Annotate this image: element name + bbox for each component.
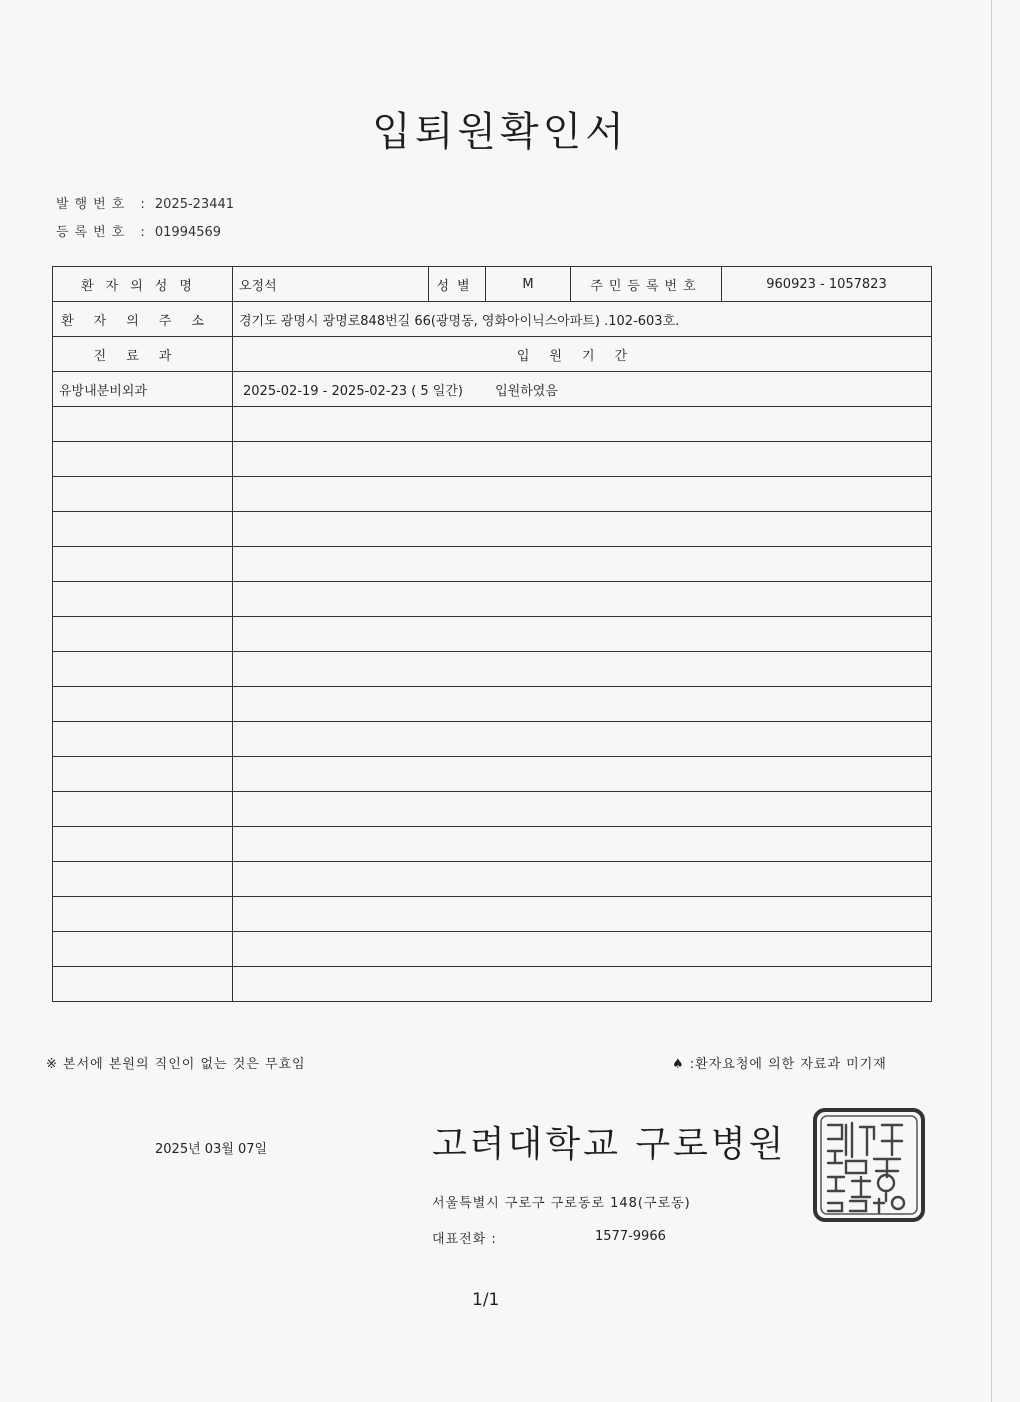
empty-cell	[233, 827, 932, 862]
rrn-label: 주민등록번호	[571, 267, 722, 302]
department-header: 진료과	[53, 337, 233, 372]
empty-cell	[233, 792, 932, 827]
rrn-value: 960923 - 1057823	[722, 267, 932, 302]
empty-cell	[233, 722, 932, 757]
hospital-name: 고려대학교 구로병원	[432, 1124, 787, 1165]
patient-address-label: 환자의주소	[53, 302, 233, 337]
empty-row	[53, 897, 932, 932]
empty-cell	[233, 477, 932, 512]
empty-row	[53, 862, 932, 897]
empty-row	[53, 792, 932, 827]
empty-cell	[53, 407, 233, 442]
registration-number-value: 01994569	[154, 225, 222, 240]
phone-label: 대표전화 :	[432, 1232, 497, 1247]
empty-cell	[233, 932, 932, 967]
admission-period-cell	[233, 372, 932, 407]
phone-number: 1577-9966	[595, 1229, 666, 1244]
empty-cell	[233, 687, 932, 722]
department-value: 유방내분비외과	[53, 372, 233, 407]
empty-cell	[233, 617, 932, 652]
empty-cell	[53, 897, 233, 932]
admission-status-value: 입원하였음	[495, 383, 558, 399]
empty-cell	[53, 687, 233, 722]
admission-table	[52, 266, 932, 1002]
empty-cell	[53, 862, 233, 897]
issue-date: 2025년 03월 07일	[155, 1142, 268, 1157]
empty-cell	[233, 442, 932, 477]
empty-row	[53, 827, 932, 862]
empty-row	[53, 687, 932, 722]
empty-cell	[53, 512, 233, 547]
patient-name-value: 오정석	[233, 267, 429, 302]
empty-row	[53, 722, 932, 757]
hospital-address: 서울특별시 구로구 구로동로 148(구로동)	[432, 1196, 691, 1211]
empty-row	[53, 617, 932, 652]
empty-cell	[233, 582, 932, 617]
empty-row	[53, 652, 932, 687]
patient-address-row	[53, 302, 932, 337]
empty-cell	[233, 407, 932, 442]
admission-period-value: 2025-02-19 - 2025-02-23 ( 5 일간)	[243, 383, 463, 399]
empty-cell	[53, 582, 233, 617]
document-title: 입퇴원확인서	[372, 109, 628, 155]
empty-row	[53, 477, 932, 512]
page-number: 1/1	[472, 1290, 500, 1310]
sex-value: M	[486, 267, 571, 302]
empty-cell	[53, 967, 233, 1002]
empty-cell	[233, 897, 932, 932]
patient-name-label: 환자의성명	[53, 267, 233, 302]
empty-cell	[233, 512, 932, 547]
empty-cell	[53, 442, 233, 477]
empty-row	[53, 582, 932, 617]
empty-cell	[233, 547, 932, 582]
empty-row	[53, 967, 932, 1002]
empty-cell	[53, 792, 233, 827]
empty-cell	[53, 547, 233, 582]
issue-number-line	[56, 193, 234, 212]
admission-record-row	[53, 372, 932, 407]
patient-name-row	[53, 267, 932, 302]
empty-cell	[233, 652, 932, 687]
empty-cell	[233, 967, 932, 1002]
empty-cell	[53, 617, 233, 652]
patient-request-note: ♠ :환자요청에 의한 자료과 미기재	[672, 1057, 887, 1072]
scan-edge-line	[991, 0, 992, 1402]
empty-cell	[53, 652, 233, 687]
empty-row	[53, 932, 932, 967]
registration-number-line	[56, 221, 221, 240]
issue-number-value: 2025-23441	[154, 197, 235, 212]
admission-period-header: 입원기간	[233, 337, 932, 372]
column-header-row	[53, 337, 932, 372]
empty-cell	[53, 757, 233, 792]
issue-number-label: 발행번호 :	[56, 197, 151, 212]
empty-row	[53, 512, 932, 547]
empty-cell	[233, 862, 932, 897]
validity-note: ※ 본서에 본원의 직인이 없는 것은 무효임	[46, 1057, 306, 1072]
patient-address-value: 경기도 광명시 광명로848번길 66(광명동, 영화아이닉스아파트) .102-603호.	[233, 302, 932, 337]
empty-row	[53, 407, 932, 442]
registration-number-label: 등록번호 :	[56, 225, 151, 240]
empty-cell	[53, 827, 233, 862]
empty-row	[53, 757, 932, 792]
empty-cell	[53, 722, 233, 757]
sex-label: 성별	[429, 267, 486, 302]
empty-row	[53, 442, 932, 477]
empty-cell	[53, 932, 233, 967]
empty-row	[53, 547, 932, 582]
official-seal-stamp	[812, 1107, 926, 1223]
empty-cell	[233, 757, 932, 792]
empty-cell	[53, 477, 233, 512]
